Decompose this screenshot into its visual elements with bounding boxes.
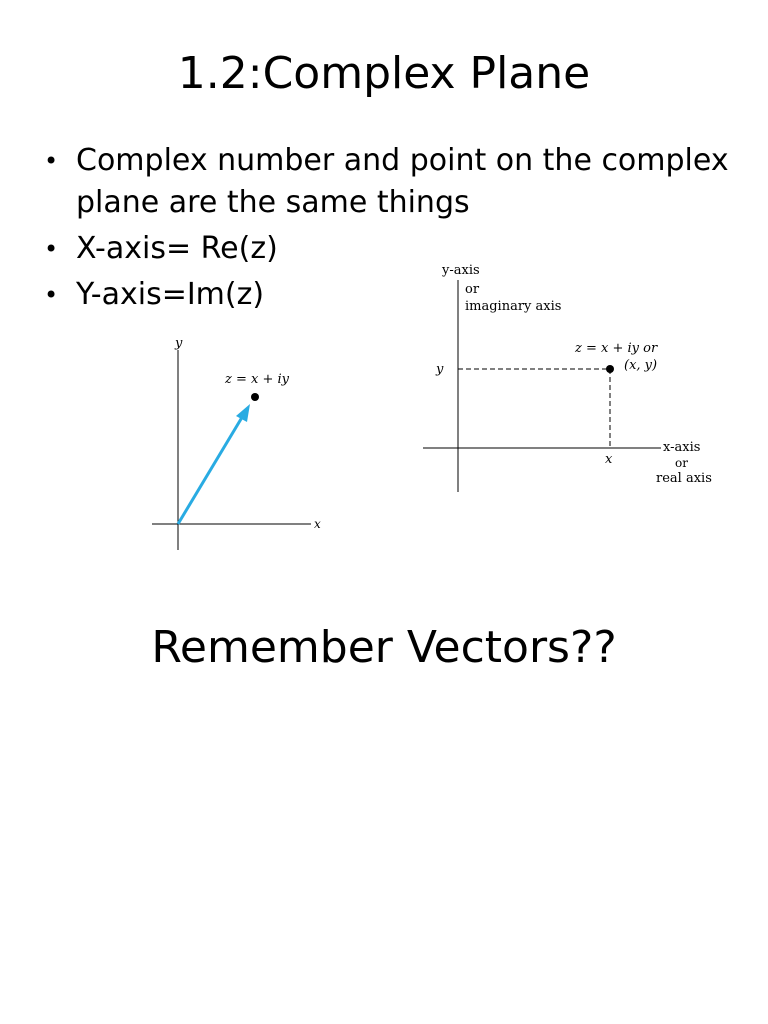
y-axis-label: y-axis — [442, 263, 480, 278]
bullet-text: X-axis= Re(z) — [76, 231, 278, 266]
vector-point-label: z = x + iy — [225, 372, 289, 387]
point-label-line1: z = x + iy or — [575, 341, 658, 356]
x-axis-or: or — [675, 456, 688, 470]
vector-diagram — [145, 332, 345, 552]
bullet-text: Y-axis=Im(z) — [76, 277, 265, 312]
slide-title: 1.2:Complex Plane — [177, 48, 591, 99]
vector-y-label: y — [175, 336, 183, 351]
bullet-text: Complex number and point on the complex plane are the same things — [76, 143, 729, 220]
x-axis-label: x-axis — [663, 440, 701, 455]
x-tick-label: x — [605, 452, 613, 467]
plane-point — [606, 365, 614, 373]
slide-subtitle: Remember Vectors?? — [151, 622, 617, 673]
y-tick-label: y — [436, 362, 444, 377]
bullet-dot-icon: • — [44, 147, 59, 175]
x-axis-alt: real axis — [656, 471, 712, 486]
vector-arrow-shaft — [178, 414, 244, 524]
bullet-item — [44, 140, 734, 224]
bullet-dot-icon: • — [44, 281, 59, 309]
y-axis-or: or — [465, 282, 480, 297]
point-label-line2: (x, y) — [624, 358, 658, 373]
bullet-dot-icon: • — [44, 235, 59, 263]
y-axis-alt: imaginary axis — [465, 299, 562, 314]
complex-plane-diagram — [420, 262, 720, 497]
vector-point — [251, 393, 259, 401]
vector-x-label: x — [314, 517, 321, 531]
vector-arrow-head — [236, 404, 250, 422]
